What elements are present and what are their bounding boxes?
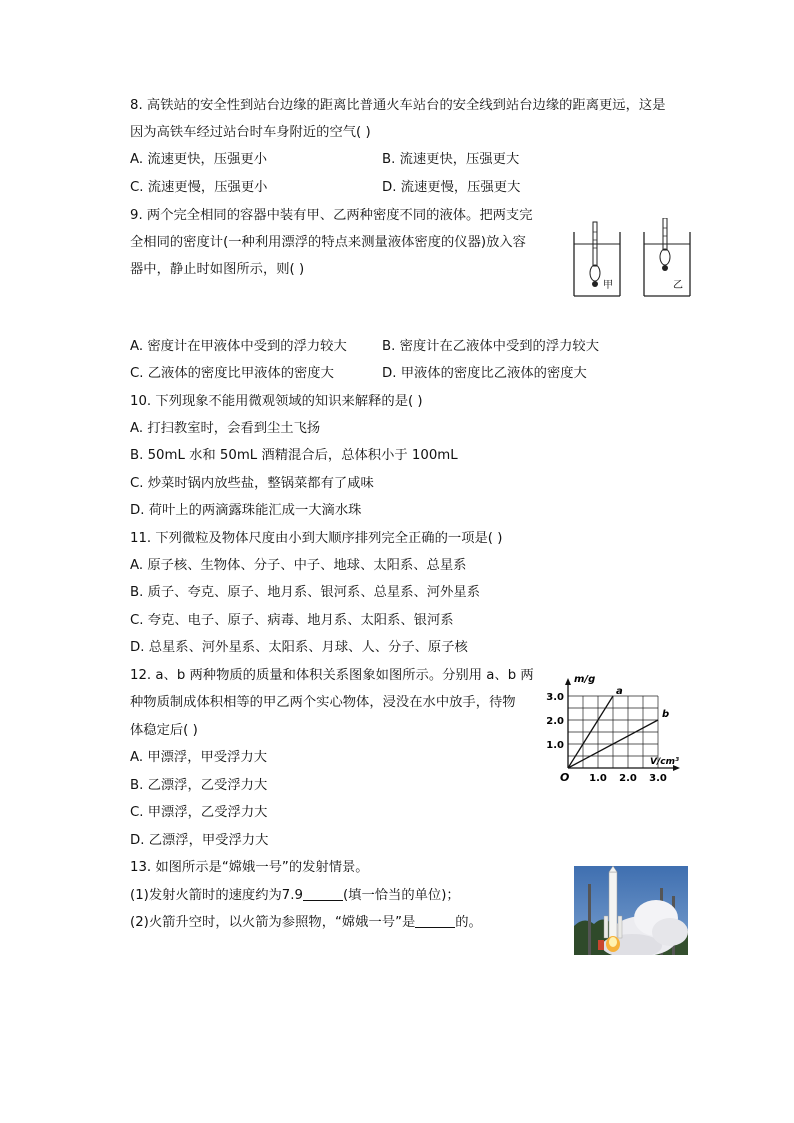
y-tick-label: 1.0	[546, 740, 564, 751]
q9-hydrometer-figure	[570, 218, 700, 300]
q9-stem-line1: 9. 两个完全相同的容器中装有甲、乙两种密度不同的液体。把两支完	[130, 208, 533, 223]
q10-option-a: A. 打扫教室时，会看到尘土飞扬	[130, 421, 321, 436]
q8-stem-line1: 8. 高铁站的安全性到站台边缘的距离比普通火车站台的安全线到站台边缘的距离更远，这是	[130, 98, 666, 113]
q12-stem-line3: 体稳定后( )	[130, 723, 198, 738]
q12-option-a: A. 甲漂浮，甲受浮力大	[130, 750, 267, 765]
q12-stem-line2: 种物质制成体积相等的甲乙两个实心物体，浸没在水中放手，待物	[130, 695, 516, 710]
q9-stem-line3: 器中，静止时如图所示，则( )	[130, 262, 305, 277]
q8-stem-line2: 因为高铁车经过站台时车身附近的空气( )	[130, 125, 371, 140]
x-axis-label: V/cm³	[650, 757, 679, 767]
q11-option-b: B. 质子、夸克、原子、地月系、银河系、总星系、河外星系	[130, 585, 480, 600]
rocket-launch-photo	[574, 866, 688, 955]
chart-grid	[568, 696, 658, 768]
container-right	[644, 218, 690, 296]
y-axis-label: m/g	[574, 674, 596, 685]
q10-stem: 10. 下列现象不能用微观领域的知识来解释的是( )	[130, 394, 423, 409]
q13-sub2	[130, 913, 482, 933]
q13-blank-2[interactable]	[415, 913, 455, 928]
q13-sub1	[130, 886, 460, 906]
x-tick-label: 1.0	[589, 773, 607, 784]
x-tick-label: 2.0	[619, 773, 637, 784]
label-jia: 甲	[603, 280, 613, 291]
q13-stem: 13. 如图所示是“嫦娥一号”的发射情景。	[130, 860, 369, 875]
q11-option-d: D. 总星系、河外星系、太阳系、月球、人、分子、原子核	[130, 640, 468, 655]
q12-option-c: C. 甲漂浮，乙受浮力大	[130, 805, 268, 820]
q8-option-b: B. 流速更快，压强更大	[382, 152, 520, 167]
q12-option-b: B. 乙漂浮，乙受浮力大	[130, 778, 268, 793]
q13-sub2-pre: (2)火箭升空时，以火箭为参照物，“嫦娥一号”是	[130, 915, 416, 930]
q9-stem-line2: 全相同的密度计(一种利用漂浮的特点来测量液体密度的仪器)放入容	[130, 235, 526, 250]
q12-option-d: D. 乙漂浮，甲受浮力大	[130, 833, 269, 848]
series-label-b: b	[662, 709, 670, 720]
q11-stem: 11. 下列微粒及物体尺度由小到大顺序排列完全正确的一项是( )	[130, 531, 503, 546]
q9-option-c: C. 乙液体的密度比甲液体的密度大	[130, 366, 334, 381]
q12-stem-line1: 12. a、b 两种物质的质量和体积关系图象如图所示。分别用 a、b 两	[130, 668, 534, 683]
q10-option-d: D. 荷叶上的两滴露珠能汇成一大滴水珠	[130, 503, 362, 518]
q11-option-c: C. 夸克、电子、原子、病毒、地月系、太阳系、银河系	[130, 613, 454, 628]
origin-label: O	[560, 771, 570, 784]
q10-option-c: C. 炒菜时锅内放些盐，整锅菜都有了咸味	[130, 476, 374, 491]
q10-option-b: B. 50mL 水和 50mL 酒精混合后，总体积小于 100mL	[130, 448, 458, 463]
q8-option-c: C. 流速更慢，压强更小	[130, 180, 268, 195]
q9-option-d: D. 甲液体的密度比乙液体的密度大	[382, 366, 587, 381]
q9-option-a: A. 密度计在甲液体中受到的浮力较大	[130, 339, 347, 354]
y-tick-label: 2.0	[546, 716, 564, 727]
q9-option-b: B. 密度计在乙液体中受到的浮力较大	[382, 339, 600, 354]
q8-option-a: A. 流速更快，压强更小	[130, 152, 267, 167]
container-left	[574, 222, 620, 296]
y-axis-arrow	[565, 678, 571, 685]
series-label-a: a	[616, 686, 623, 697]
q13-sub2-post: 的。	[455, 915, 482, 930]
q8-option-d: D. 流速更慢，压强更大	[382, 180, 521, 195]
q13-blank-1[interactable]	[303, 886, 343, 901]
q13-sub1-pre: (1)发射火箭时的速度约为7.9	[130, 888, 303, 903]
label-yi: 乙	[673, 280, 683, 291]
x-tick-label: 3.0	[649, 773, 667, 784]
mass-volume-chart	[538, 672, 700, 788]
y-tick-label: 3.0	[546, 692, 564, 703]
q11-option-a: A. 原子核、生物体、分子、中子、地球、太阳系、总星系	[130, 558, 467, 573]
q13-sub1-post: (填一恰当的单位)；	[342, 888, 460, 903]
